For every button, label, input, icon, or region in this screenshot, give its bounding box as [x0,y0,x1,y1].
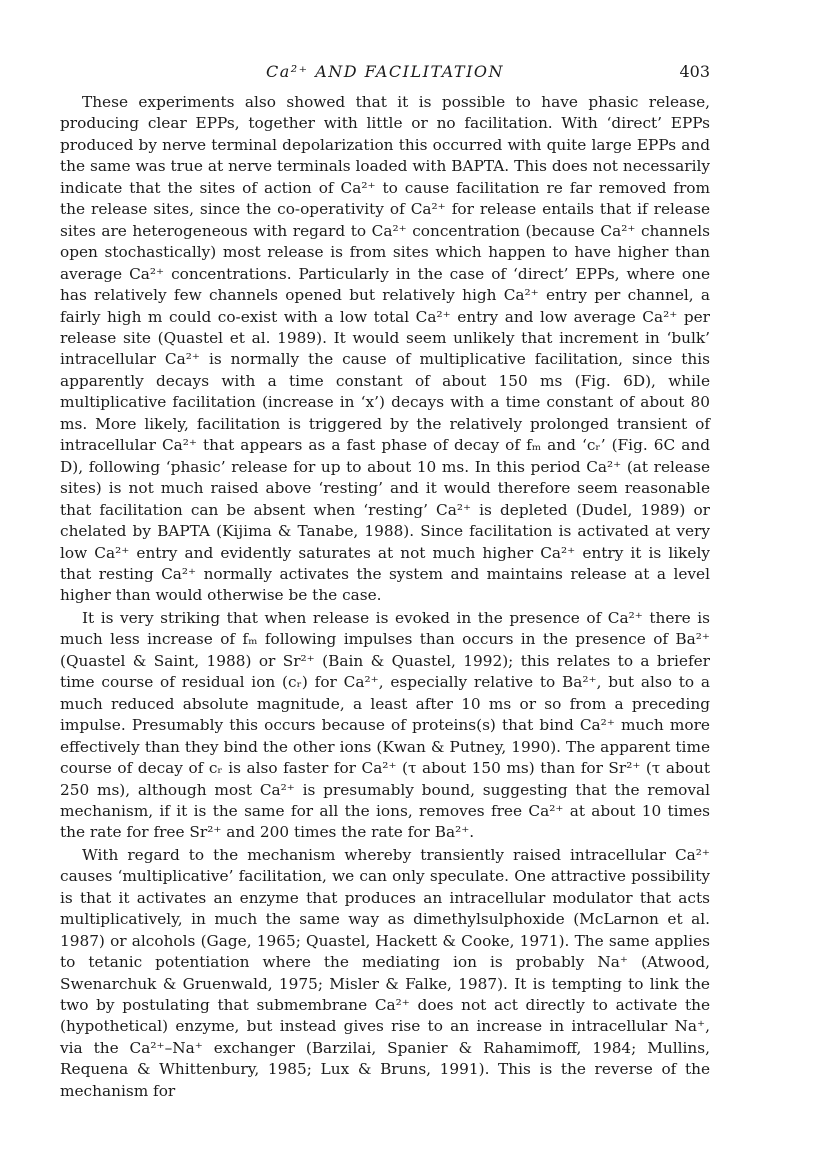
article-body [60,92,710,1102]
paragraph-mechanism: With regard to the mechanism whereby transiently raised intracellular Ca²⁺ causes ‘multiplicative’ facilitation, we can only speculate. One attractive possibility is that it activates an enzyme that produces an intracellular modulator that acts multiplicatively, in much the same way as dimethylsulphoxide (McLarnon et al. 1987) or alcohols (Gage, 1965; Quastel, Hackett & Cooke, 1971). The same applies to tetanic potentiation where the mediating ion is probably Na⁺ (Atwood, Swenarchuk & Gruenwald, 1975; Misler & Falke, 1987). It is tempting to link the two by postulating that submembrane Ca²⁺ does not act directly to activate the (hypothetical) enzyme, but instead gives rise to an increase in intracellular Na⁺, via the Ca²⁺–Na⁺ exchanger (Barzilai, Spanier & Rahamimoff, 1984; Mullins, Requena & Whittenbury, 1985; Lux & Bruns, 1991). This is the reverse of the mechanism for [60,845,710,1100]
running-title: Ca²⁺ AND FACILITATION [265,62,505,81]
running-header [60,62,710,86]
paragraph-residual-ion: It is very striking that when release is evoked in the presence of Ca²⁺ there is much less increase of fₘ following impulses than occurs in the presence of Ba²⁺ (Quastel & Saint, 1988) or Sr²⁺ (Bain & Quastel, 1992); this relates to a briefer time course of residual ion (cᵣ) for Ca²⁺, especially relative to Ba²⁺, but also to a much reduced absolute magnitude, a least after 10 ms or so from a preceding impulse. Presumably this occurs because of proteins(s) that bind Ca²⁺ much more effectively than they bind the other ions (Kwan & Putney, 1990). The apparent time course of decay of cᵣ is also faster for Ca²⁺ (τ about 150 ms) than for Sr²⁺ (τ about 250 ms), although most Ca²⁺ is presumably bound, suggesting that the removal mechanism, if it is the same for all the ions, removes free Ca²⁺ at about 10 times the rate for free Sr²⁺ and 200 times the rate for Ba²⁺. [60,608,710,842]
paragraph-facilitation-sites: These experiments also showed that it is possible to have phasic release, producing clear EPPs, together with little or no facilitation. With ‘direct’ EPPs produced by nerve terminal depolarization this occurred with quite large EPPs and the same was true at nerve terminals loaded with BAPTA. This does not necessarily indicate that the sites of action of Ca²⁺ to cause facilitation re far removed from the release sites, since the co-operativity of Ca²⁺ for release entails that if release sites are heterogeneous with regard to Ca²⁺ concentration (because Ca²⁺ channels open stochastically) most release is from sites which happen to have higher than average Ca²⁺ concentrations. Particularly in the case of ‘direct’ EPPs, where one has relatively few channels opened but relatively high Ca²⁺ entry per channel, a fairly high m could co-exist with a low total Ca²⁺ entry and low average Ca²⁺ per release site (Quastel et al. 1989). It would seem unlikely that increment in ‘bulk’ intracellular Ca²⁺ is normally the cause of multiplicative facilitation, since this apparently decays with a time constant of about 150 ms (Fig. 6D), while multiplicative facilitation (increase in ‘x’) decays with a time constant of about 80 ms. More likely, facilitation is triggered by the relatively prolonged transient of intracellular Ca²⁺ that appears as a fast phase of decay of fₘ and ‘cᵣ’ (Fig. 6C and D), following ‘phasic’ release for up to about 10 ms. In this period Ca²⁺ (at release sites) is not much raised above ‘resting’ and it would therefore seem reasonable that facilitation can be absent when ‘resting’ Ca²⁺ is depleted (Dudel, 1989) or chelated by BAPTA (Kijima & Tanabe, 1988). Since facilitation is activated at very low Ca²⁺ entry and evidently saturates at not much higher Ca²⁺ entry it is likely that resting Ca²⁺ normally activates the system and maintains release at a level higher than would otherwise be the case. [60,93,710,605]
page-number: 403 [679,62,710,81]
journal-page [60,62,710,1102]
